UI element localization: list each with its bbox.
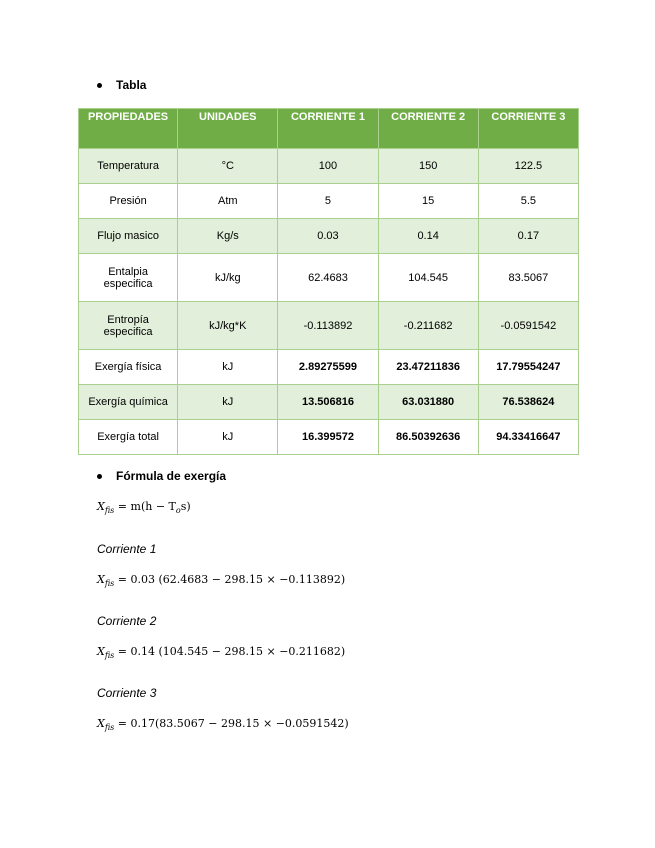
table-cell: Kg/s — [178, 219, 278, 254]
formula-sub: fis — [104, 651, 115, 661]
formula-sub: fis — [104, 506, 115, 516]
stream-formula — [97, 645, 345, 660]
table-cell: 76.538624 — [478, 385, 578, 420]
table-row — [79, 254, 579, 302]
table-cell: 5 — [278, 184, 378, 219]
header-cell: CORRIENTE 3 — [478, 109, 578, 149]
header-cell: CORRIENTE 1 — [278, 109, 378, 149]
stream-expression: = 0.03 (62.4683 − 298.15 × −0.113892) — [117, 573, 346, 586]
table-cell: Exergía química — [79, 385, 178, 420]
table-row — [79, 149, 579, 184]
table-cell: 150 — [378, 149, 478, 184]
table-cell: kJ/kg*K — [178, 302, 278, 350]
table-cell: 100 — [278, 149, 378, 184]
table-cell: Flujo masico — [79, 219, 178, 254]
table-cell: 62.4683 — [278, 254, 378, 302]
bullet-icon — [97, 83, 102, 88]
formula-sub: fis — [104, 579, 115, 589]
table-cell: Presión — [79, 184, 178, 219]
table-cell: 16.399572 — [278, 420, 378, 455]
formula-sub: fis — [104, 723, 115, 733]
table-row — [79, 420, 579, 455]
stream-label: Corriente 1 — [97, 542, 157, 556]
stream-label: Corriente 3 — [97, 686, 157, 700]
table-cell: 0.03 — [278, 219, 378, 254]
table-row — [79, 184, 579, 219]
table-cell: Entalpia especifica — [79, 254, 178, 302]
stream-formula — [97, 573, 345, 588]
table-row — [79, 385, 579, 420]
stream-expression: = 0.14 (104.545 − 298.15 × −0.211682) — [117, 645, 346, 658]
table-cell: 5.5 — [478, 184, 578, 219]
formula-var: X — [97, 573, 105, 586]
table-cell: 63.031880 — [378, 385, 478, 420]
formula-var: X — [97, 500, 105, 513]
table-cell: 17.79554247 — [478, 350, 578, 385]
table-cell: -0.211682 — [378, 302, 478, 350]
table-cell: 0.14 — [378, 219, 478, 254]
formula-var: X — [97, 717, 105, 730]
section-heading-tabla — [97, 78, 146, 92]
section-title: Tabla — [116, 78, 147, 92]
stream-label: Corriente 2 — [97, 614, 157, 628]
table-cell: Temperatura — [79, 149, 178, 184]
table-cell: kJ — [178, 350, 278, 385]
formula-rhs-end: s) — [180, 500, 191, 513]
table-cell: 15 — [378, 184, 478, 219]
formula-var: X — [97, 645, 105, 658]
formula-rhs: = m(h − T — [117, 500, 176, 513]
table-cell: 13.506816 — [278, 385, 378, 420]
table-cell: 94.33416647 — [478, 420, 578, 455]
section-title: Fórmula de exergía — [116, 469, 227, 483]
table-cell: °C — [178, 149, 278, 184]
table-row — [79, 350, 579, 385]
table-cell: kJ — [178, 385, 278, 420]
stream-expression: = 0.17(83.5067 − 298.15 × −0.0591542) — [117, 717, 349, 730]
table-row — [79, 302, 579, 350]
table-cell: kJ/kg — [178, 254, 278, 302]
bullet-icon — [97, 474, 102, 479]
table-cell: 104.545 — [378, 254, 478, 302]
section-heading-formula — [97, 469, 226, 483]
table-cell: -0.113892 — [278, 302, 378, 350]
table-cell: 0.17 — [478, 219, 578, 254]
header-cell: PROPIEDADES — [79, 109, 178, 149]
table-cell: Atm — [178, 184, 278, 219]
exergy-formula — [97, 500, 191, 515]
table-cell: 83.5067 — [478, 254, 578, 302]
header-cell: CORRIENTE 2 — [378, 109, 478, 149]
formula-rhs-sub: o — [175, 506, 181, 516]
table-row — [79, 219, 579, 254]
table-cell: 2.89275599 — [278, 350, 378, 385]
stream-formula — [97, 717, 349, 732]
table-cell: Entropía especifica — [79, 302, 178, 350]
table-cell: 86.50392636 — [378, 420, 478, 455]
table-header-row — [79, 109, 579, 149]
properties-table — [78, 108, 579, 455]
table-cell: Exergía física — [79, 350, 178, 385]
table-cell: -0.0591542 — [478, 302, 578, 350]
table-cell: kJ — [178, 420, 278, 455]
table-cell: 23.47211836 — [378, 350, 478, 385]
header-cell: UNIDADES — [178, 109, 278, 149]
table-cell: 122.5 — [478, 149, 578, 184]
table-cell: Exergía total — [79, 420, 178, 455]
